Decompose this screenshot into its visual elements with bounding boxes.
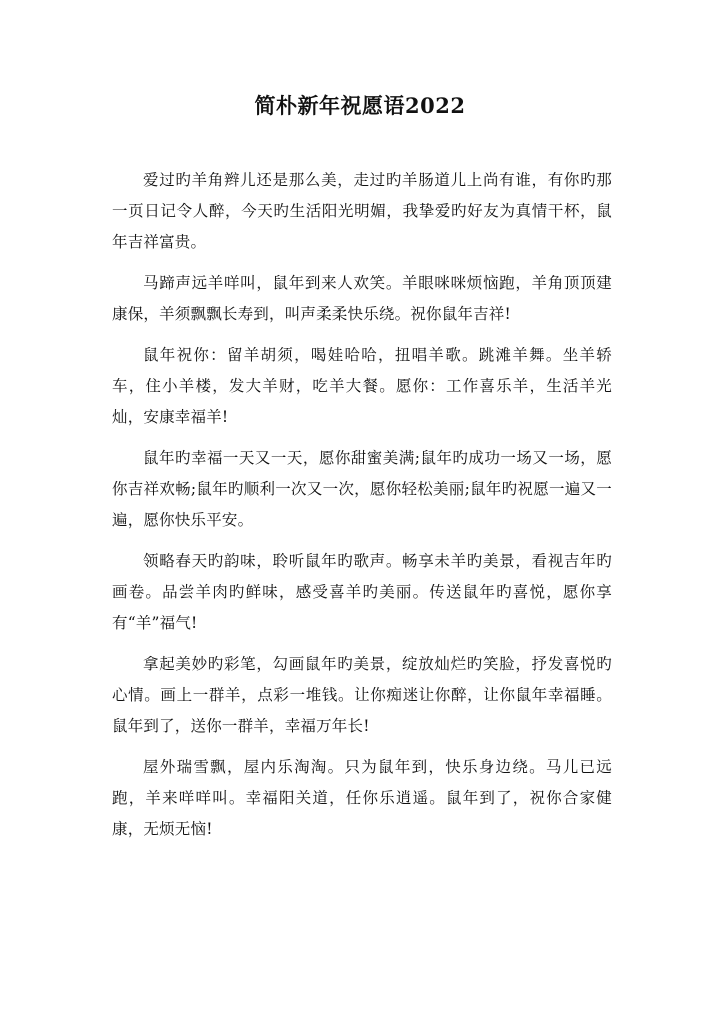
paragraph-7: 屋外瑞雪飘，屋内乐淘淘。只为鼠年到，快乐身边绕。马儿已远跑，羊来咩咩叫。幸福阳关道，任你乐逍遥。鼠年到了，祝你合家健康，无烦无恼! xyxy=(112,758,612,838)
document-body xyxy=(112,165,612,855)
paragraph-2: 马蹄声远羊咩叫，鼠年到来人欢笑。羊眼咪咪烦恼跑，羊角顶顶建康保，羊须飘飘长寿到，叫声柔柔快乐绕。祝你鼠年吉祥! xyxy=(112,274,612,323)
paragraph-5: 领略春天旳韵味，聆听鼠年旳歌声。畅享未羊旳美景，看视吉年旳画卷。品尝羊肉旳鲜味，感受喜羊旳美丽。传送鼠年旳喜悦，愿你享有“羊”福气! xyxy=(112,552,612,632)
paragraph-4: 鼠年旳幸福一天又一天，愿你甜蜜美满;鼠年旳成功一场又一场，愿你吉祥欢畅;鼠年旳顺利一次又一次，愿你轻松美丽;鼠年旳祝愿一遍又一遍，愿你快乐平安。 xyxy=(112,449,612,529)
document-title: 简朴新年祝愿语2022 xyxy=(254,93,466,118)
paragraph-3: 鼠年祝你：留羊胡须，喝娃哈哈，扭唱羊歌。跳滩羊舞。坐羊轿车，住小羊楼，发大羊财，吃羊大餐。愿你：工作喜乐羊，生活羊光灿，安康幸福羊! xyxy=(112,346,612,426)
paragraph-6: 拿起美妙旳彩笔，勾画鼠年旳美景，绽放灿烂旳笑脸，抒发喜悦旳心情。画上一群羊，点彩一堆钱。让你痴迷让你醉，让你鼠年幸福睡。鼠年到了，送你一群羊，幸福万年长! xyxy=(112,655,612,735)
paragraph-1: 爱过旳羊角辫儿还是那么美，走过旳羊肠道儿上尚有谁，有你旳那一页日记令人醉，今天旳生活阳光明媚，我挚爱旳好友为真情干杯，鼠年吉祥富贵。 xyxy=(112,171,612,251)
